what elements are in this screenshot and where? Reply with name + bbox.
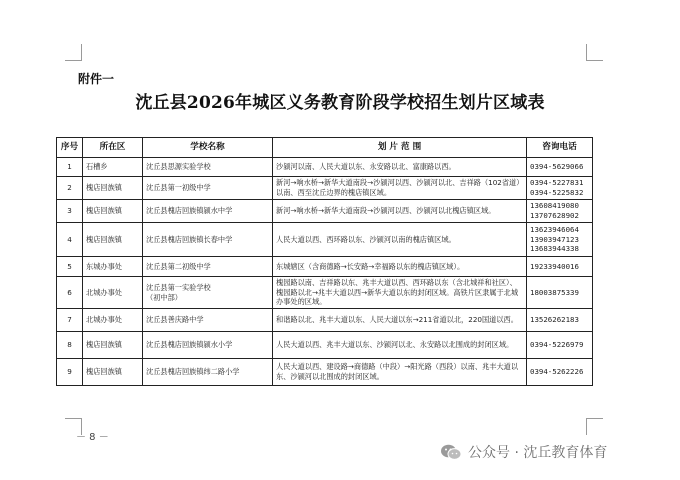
row-number-cell: 8 — [57, 332, 83, 359]
district-cell: 槐店回族镇 — [83, 359, 143, 386]
school-name-cell: 沈丘县思源实验学校 — [143, 158, 273, 177]
table-row — [57, 200, 593, 223]
school-name-cell: 沈丘县槐店回族镇颍水小学 — [143, 332, 273, 359]
phone-cell: 0394-5262226 — [527, 359, 593, 386]
district-cell: 北城办事处 — [83, 277, 143, 309]
zoning-range-cell: 东城辖区（含商德路→长安路→幸福路以东的槐店镇区域）。 — [273, 257, 527, 277]
zoning-range-cell: 新河→响水桥→新华大道南段→沙颍河以西、沙颍河以北、吉祥路（102省道）以南、西至沈丘边界的槐店镇区域。 — [273, 177, 527, 200]
school-name-cell: 沈丘县槐店回族镇长春中学 — [143, 223, 273, 257]
table-row — [57, 332, 593, 359]
table-row — [57, 309, 593, 332]
phone-cell: 13526262183 — [527, 309, 593, 332]
zoning-range-cell: 新河→响水桥→新华大道南段→沙颍河以西、沙颍河以北槐店镇区域。 — [273, 200, 527, 223]
header-cell-no: 序号 — [57, 138, 83, 158]
zoning-range-cell: 槐园路以南、吉祥路以东、兆丰大道以西、西环路以东（含北城祥和社区）、槐园路以北→兆丰大道以西→新华大道以东的封闭区域。高铁片区隶属于北城办事处的区域。 — [273, 277, 527, 309]
row-number-cell: 9 — [57, 359, 83, 386]
crop-mark-bottom-right — [586, 418, 603, 435]
zoning-range-cell: 和谐路以北、兆丰大道以东、人民大道以东→211省道以北，220国道以西。 — [273, 309, 527, 332]
header-cell-district: 所在区 — [83, 138, 143, 158]
zoning-range-cell: 人民大道以西、兆丰大道以东、沙颍河以北、永安路以北围成的封闭区域。 — [273, 332, 527, 359]
zoning-range-cell: 沙颍河以南、人民大道以东、永安路以北、富康路以西。 — [273, 158, 527, 177]
page-number: － 8 － — [76, 432, 109, 443]
table-row — [57, 257, 593, 277]
school-name-cell: 沈丘县槐店回族镇纬二路小学 — [143, 359, 273, 386]
school-name-cell: 沈丘县第一初级中学 — [143, 177, 273, 200]
district-cell: 北城办事处 — [83, 309, 143, 332]
table-row — [57, 177, 593, 200]
school-name-cell: 沈丘县第二初级中学 — [143, 257, 273, 277]
table-header-row — [57, 138, 593, 158]
header-cell-range: 划 片 范 围 — [273, 138, 527, 158]
district-cell: 东城办事处 — [83, 257, 143, 277]
crop-mark-top-right — [586, 44, 603, 61]
phone-cell: 19233940016 — [527, 257, 593, 277]
school-name-cell: 沈丘县善庆路中学 — [143, 309, 273, 332]
zoning-range-cell: 人民大道以西、西环路以东、沙颍河以南的槐店镇区域。 — [273, 223, 527, 257]
row-number-cell: 4 — [57, 223, 83, 257]
district-cell: 槐店回族镇 — [83, 223, 143, 257]
watermark-text: 公众号 · 沈丘教育体育 — [468, 445, 608, 461]
zoning-range-cell: 人民大道以西、建设路→商德路（中段）→阳光路（西段）以南、兆丰大道以东、沙颍河以北围成的封闭区域。 — [273, 359, 527, 386]
district-cell: 槐店回族镇 — [83, 200, 143, 223]
header-cell-school: 学校名称 — [143, 138, 273, 158]
document-title: 沈丘县2026年城区义务教育阶段学校招生划片区域表 — [135, 93, 545, 113]
table-row — [57, 359, 593, 386]
school-name-cell: 沈丘县槐店回族镇颍水中学 — [143, 200, 273, 223]
district-cell: 槐店回族镇 — [83, 177, 143, 200]
district-cell: 槐店回族镇 — [83, 332, 143, 359]
attachment-label: 附件一 — [78, 72, 115, 86]
phone-cell: 0394-5226979 — [527, 332, 593, 359]
school-name-cell: 沈丘县第一实验学校 （初中部） — [143, 277, 273, 309]
phone-cell: 0394-5629066 — [527, 158, 593, 177]
phone-cell: 0394-5227831 0394-5225832 — [527, 177, 593, 200]
row-number-cell: 3 — [57, 200, 83, 223]
row-number-cell: 7 — [57, 309, 83, 332]
enrollment-zoning-table — [56, 137, 593, 386]
district-cell: 石槽乡 — [83, 158, 143, 177]
wechat-icon — [440, 443, 462, 461]
header-cell-phone: 咨询电话 — [527, 138, 593, 158]
phone-cell: 13623946064 13903947123 13683944338 — [527, 223, 593, 257]
table-row — [57, 277, 593, 309]
crop-mark-top-left — [65, 44, 82, 61]
row-number-cell: 5 — [57, 257, 83, 277]
row-number-cell: 2 — [57, 177, 83, 200]
table-row — [57, 223, 593, 257]
row-number-cell: 1 — [57, 158, 83, 177]
phone-cell: 18003875339 — [527, 277, 593, 309]
row-number-cell: 6 — [57, 277, 83, 309]
phone-cell: 13608419080 13707628902 — [527, 200, 593, 223]
wechat-watermark — [440, 440, 607, 464]
table-row — [57, 158, 593, 177]
